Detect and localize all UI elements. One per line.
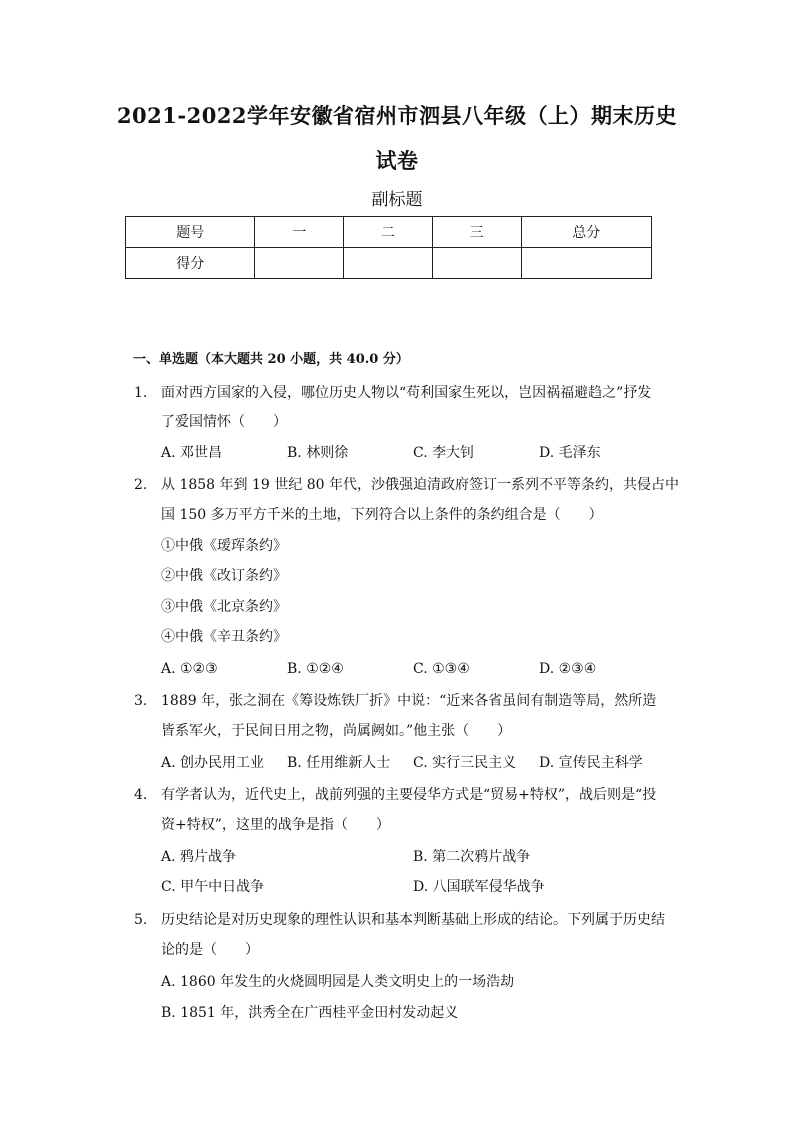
- question-text: 历史结论是对历史现象的理性认识和基本判断基础上形成的结论。下列属于历史结: [161, 912, 665, 928]
- score-header-cell: 总分: [521, 217, 652, 248]
- question-text: 皆系军火，于民间日用之物，尚属阙如。”他主张（ ）: [161, 723, 512, 739]
- option-d: D. 宣传民主科学: [539, 755, 643, 771]
- question-item: ③中俄《北京条约》: [161, 599, 287, 615]
- question-text: 面对西方国家的入侵，哪位历史人物以“苟利国家生死以，岂因祸福避趋之”抒发: [161, 385, 652, 401]
- question-text: 论的是（ ）: [161, 942, 259, 958]
- exam-title-line2: 试卷: [375, 148, 419, 173]
- question-text: 从 1858 年到 19 世纪 80 年代，沙俄强迫清政府签订一系列不平等条约，共侵占中: [161, 477, 679, 493]
- section-heading: 一、单选题（本大题共 20 小题，共 40.0 分）: [133, 352, 409, 367]
- question-text: 了爱国情怀（ ）: [161, 414, 287, 430]
- option-b: B. 第二次鸦片战争: [413, 849, 531, 865]
- exam-title-line1: 2021-2022学年安徽省宿州市泗县八年级（上）期末历史: [116, 103, 678, 128]
- score-cell: [344, 248, 433, 279]
- score-row-label: 得分: [126, 248, 255, 279]
- question-number: 5.: [134, 912, 148, 928]
- question-number: 3.: [134, 693, 148, 709]
- score-cell: [255, 248, 344, 279]
- score-table-score-row: [126, 248, 652, 279]
- option-d: D. 八国联军侵华战争: [413, 879, 545, 895]
- score-header-cell: 三: [432, 217, 521, 248]
- option-a: A. 创办民用工业: [161, 755, 265, 771]
- question-item: ④中俄《辛丑条约》: [161, 629, 287, 645]
- score-table: [125, 216, 652, 279]
- option-a: A. 邓世昌: [161, 445, 223, 461]
- question-text: 有学者认为，近代史上，战前列强的主要侵华方式是“贸易+特权”，战后则是“投: [161, 787, 657, 803]
- question-number: 2.: [134, 477, 148, 493]
- question-item: ①中俄《瑷珲条约》: [161, 538, 287, 554]
- option-c: C. 李大钊: [413, 445, 475, 461]
- option-a: A. ①②③: [161, 661, 218, 677]
- question-text: 资+特权”，这里的战争是指（ ）: [161, 817, 390, 833]
- option-c: C. 实行三民主义: [413, 755, 517, 771]
- score-cell: [521, 248, 652, 279]
- option-a: A. 鸦片战争: [161, 849, 237, 865]
- option-a: A. 1860 年发生的火烧圆明园是人类文明史上的一场浩劫: [161, 974, 515, 990]
- option-c: C. 甲午中日战争: [161, 879, 265, 895]
- question-number: 4.: [134, 787, 148, 803]
- question-item: ②中俄《改订条约》: [161, 568, 287, 584]
- option-b: B. 任用维新人士: [287, 755, 391, 771]
- question-text: 1889 年，张之洞在《筹设炼铁厂折》中说：“近来各省虽间有制造等局，然所造: [161, 693, 657, 709]
- score-header-cell: 一: [255, 217, 344, 248]
- option-c: C. ①③④: [413, 661, 470, 677]
- question-text: 国 150 多万平方千米的土地，下列符合以上条件的条约组合是（ ）: [161, 507, 603, 523]
- option-d: D. ②③④: [539, 661, 597, 677]
- score-header-cell: 二: [344, 217, 433, 248]
- exam-subtitle: 副标题: [371, 190, 423, 210]
- score-cell: [432, 248, 521, 279]
- score-table-header-row: [126, 217, 652, 248]
- option-d: D. 毛泽东: [539, 445, 601, 461]
- question-number: 1.: [134, 385, 148, 401]
- option-b: B. 林则徐: [287, 445, 349, 461]
- option-b: B. ①②④: [287, 661, 344, 677]
- option-b: B. 1851 年，洪秀全在广西桂平金田村发动起义: [161, 1005, 459, 1021]
- score-header-cell: 题号: [126, 217, 255, 248]
